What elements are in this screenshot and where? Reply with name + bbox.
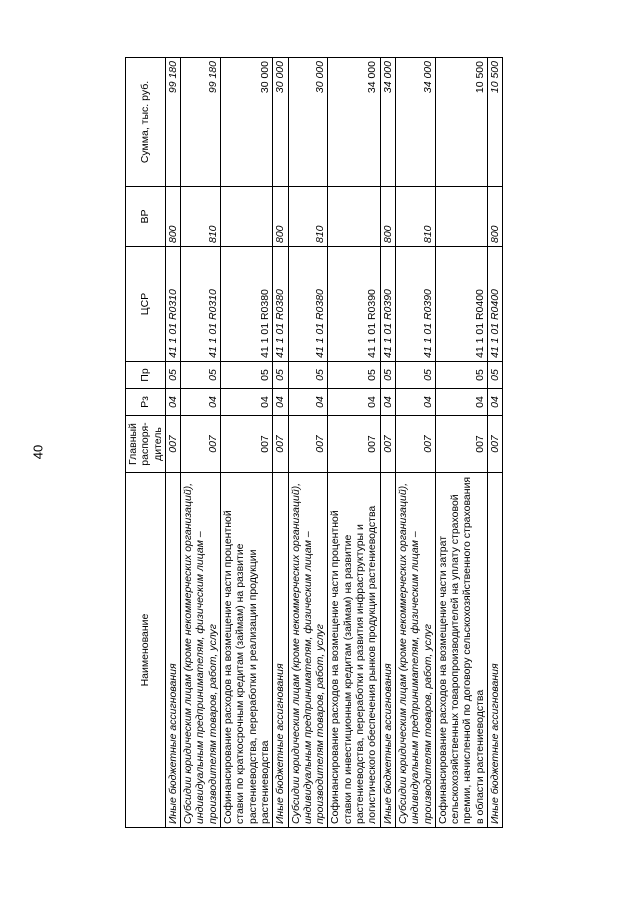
cell-target-item: 41 1 01 R0310 xyxy=(165,247,180,362)
cell-name: Софинансирование расходов на возмещение части процентной ставки по краткосрочным кредитам (займам) на развитие растениеводства, переработки и реализации продукции растениеводства xyxy=(221,473,273,828)
cell-target-item: 41 1 01 R0380 xyxy=(288,247,328,362)
table-header-row xyxy=(126,58,166,828)
cell-name: Софинансирование расходов на возмещение части процентной ставки по инвестиционным кредитам (займам) на развитие растениеводства, переработки и развития инфраструктуры и логистического обеспечения рынков продукции растениеводства xyxy=(328,473,380,828)
cell-section: 04 xyxy=(288,389,328,416)
cell-name: Иные бюджетные ассигнования xyxy=(380,473,395,828)
cell-sum: 10 500 xyxy=(488,58,503,187)
cell-subsection: 05 xyxy=(435,362,487,389)
rotated-table-container xyxy=(125,58,548,828)
cell-target-item: 41 1 01 R0380 xyxy=(273,247,288,362)
cell-chief-administrator: 007 xyxy=(488,416,503,473)
cell-section: 04 xyxy=(181,389,221,416)
cell-expense-type: 810 xyxy=(395,187,435,247)
cell-section: 04 xyxy=(435,389,487,416)
cell-chief-administrator: 007 xyxy=(328,416,380,473)
cell-chief-administrator: 007 xyxy=(221,416,273,473)
cell-sum: 34 000 xyxy=(395,58,435,187)
cell-section: 04 xyxy=(221,389,273,416)
table-row xyxy=(181,58,221,828)
cell-sum: 30 000 xyxy=(221,58,273,187)
cell-expense-type: 810 xyxy=(181,187,221,247)
cell-chief-administrator: 007 xyxy=(288,416,328,473)
cell-chief-administrator: 007 xyxy=(380,416,395,473)
cell-expense-type: 800 xyxy=(165,187,180,247)
table-row xyxy=(328,58,380,828)
cell-section: 04 xyxy=(488,389,503,416)
cell-target-item: 41 1 01 R0390 xyxy=(395,247,435,362)
header-target-item: ЦСР xyxy=(126,247,166,362)
page-number: 40 xyxy=(30,444,46,460)
cell-name: Иные бюджетные ассигнования xyxy=(488,473,503,828)
table-row xyxy=(165,58,180,828)
table-row xyxy=(380,58,395,828)
cell-sum: 34 000 xyxy=(380,58,395,187)
cell-expense-type: 800 xyxy=(488,187,503,247)
cell-chief-administrator: 007 xyxy=(181,416,221,473)
cell-target-item: 41 1 01 R0310 xyxy=(181,247,221,362)
cell-name: Иные бюджетные ассигнования xyxy=(273,473,288,828)
header-section: Рз xyxy=(126,389,166,416)
cell-expense-type: 800 xyxy=(273,187,288,247)
cell-sum: 30 000 xyxy=(273,58,288,187)
cell-subsection: 05 xyxy=(181,362,221,389)
cell-chief-administrator: 007 xyxy=(273,416,288,473)
cell-sum: 30 000 xyxy=(288,58,328,187)
table-row xyxy=(273,58,288,828)
header-name: Наименование xyxy=(126,473,166,828)
cell-name: Субсидии юридическим лицам (кроме некоммерческих организаций), индивидуальным предпринимателям, физическим лицам – производителям товаров, работ, услуг xyxy=(288,473,328,828)
cell-sum: 99 180 xyxy=(165,58,180,187)
cell-subsection: 05 xyxy=(328,362,380,389)
cell-target-item: 41 1 01 R0380 xyxy=(221,247,273,362)
cell-name: Иные бюджетные ассигнования xyxy=(165,473,180,828)
cell-section: 04 xyxy=(395,389,435,416)
cell-name: Софинансирование расходов на возмещение части затрат сельскохозяйственных товаропроизводителей на уплату страховой премии, начисленной по договору сельскохозяйственного страхования в области растениеводства xyxy=(435,473,487,828)
cell-subsection: 05 xyxy=(165,362,180,389)
cell-expense-type: 810 xyxy=(288,187,328,247)
cell-target-item: 41 1 01 R0390 xyxy=(328,247,380,362)
cell-target-item: 41 1 01 R0390 xyxy=(380,247,395,362)
header-sum: Сумма, тыс. руб. xyxy=(126,58,166,187)
cell-subsection: 05 xyxy=(221,362,273,389)
cell-expense-type xyxy=(221,187,273,247)
cell-subsection: 05 xyxy=(273,362,288,389)
cell-expense-type xyxy=(435,187,487,247)
cell-chief-administrator: 007 xyxy=(395,416,435,473)
cell-target-item: 41 1 01 R0400 xyxy=(435,247,487,362)
cell-name: Субсидии юридическим лицам (кроме некоммерческих организаций), индивидуальным предпринимателям, физическим лицам – производителям товаров, работ, услуг xyxy=(395,473,435,828)
cell-subsection: 05 xyxy=(288,362,328,389)
header-subsection: Пр xyxy=(126,362,166,389)
table-row xyxy=(488,58,503,828)
header-expense-type: ВР xyxy=(126,187,166,247)
cell-expense-type: 800 xyxy=(380,187,395,247)
cell-section: 04 xyxy=(165,389,180,416)
cell-expense-type xyxy=(328,187,380,247)
header-chief-administrator: Главный распоря- дитель xyxy=(126,416,166,473)
cell-section: 04 xyxy=(273,389,288,416)
cell-section: 04 xyxy=(328,389,380,416)
table-row xyxy=(221,58,273,828)
budget-table xyxy=(125,57,503,828)
cell-chief-administrator: 007 xyxy=(435,416,487,473)
cell-subsection: 05 xyxy=(488,362,503,389)
cell-name: Субсидии юридическим лицам (кроме некоммерческих организаций), индивидуальным предпринимателям, физическим лицам – производителям товаров, работ, услуг xyxy=(181,473,221,828)
cell-target-item: 41 1 01 R0400 xyxy=(488,247,503,362)
cell-subsection: 05 xyxy=(380,362,395,389)
table-row xyxy=(395,58,435,828)
cell-sum: 99 180 xyxy=(181,58,221,187)
cell-chief-administrator: 007 xyxy=(165,416,180,473)
table-row xyxy=(435,58,487,828)
cell-sum: 10 500 xyxy=(435,58,487,187)
table-row xyxy=(288,58,328,828)
cell-section: 04 xyxy=(380,389,395,416)
cell-sum: 34 000 xyxy=(328,58,380,187)
cell-subsection: 05 xyxy=(395,362,435,389)
